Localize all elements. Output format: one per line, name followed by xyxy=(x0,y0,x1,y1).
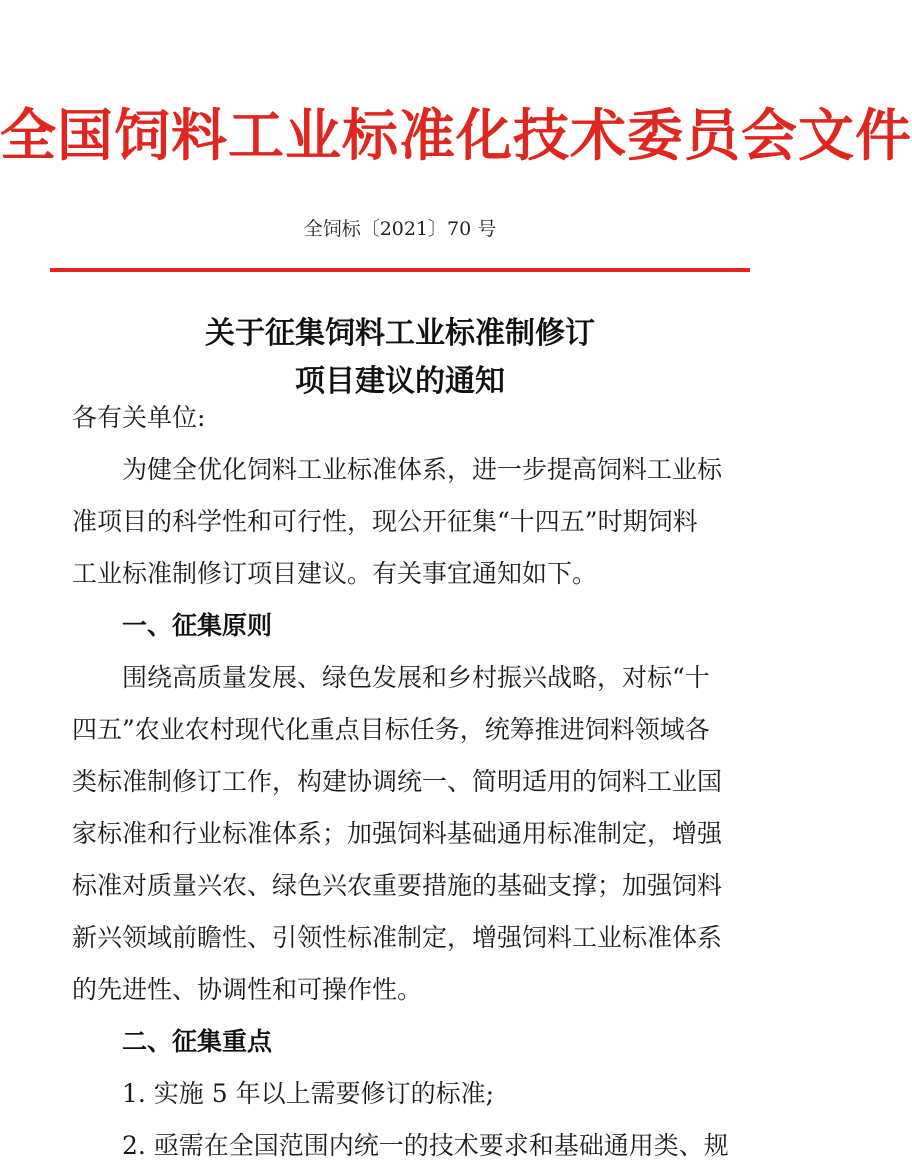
section-2-item: 1. 实施 5 年以上需要修订的标准; xyxy=(122,1079,495,1108)
notice-title-line-2: 项目建议的通知 xyxy=(295,364,505,399)
intro-line: 为健全优化饲料工业标准体系，进一步提高饲料工业标 xyxy=(122,455,723,484)
section-1-line: 新兴领域前瞻性、引领性标准制定，增强饲料工业标准体系 xyxy=(72,923,723,952)
masthead-title: 全国饲料工业标准化技术委员会文件 xyxy=(0,103,912,169)
section-1-line: 围绕高质量发展、绿色发展和乡村振兴战略，对标“十 xyxy=(122,663,710,692)
red-divider-line xyxy=(50,268,750,272)
notice-title-line-1: 关于征集饲料工业标准制修订 xyxy=(205,316,595,351)
section-1-line: 家标准和行业标准体系；加强饲料基础通用标准制定，增强 xyxy=(72,819,723,848)
section-1-line: 的先进性、协调性和可操作性。 xyxy=(72,975,423,1004)
section-1-line: 四五”农业农村现代化重点目标任务，统筹推进饲料领域各 xyxy=(72,715,710,744)
section-2-heading: 二、征集重点 xyxy=(122,1027,273,1056)
section-2-item: 2. 亟需在全国范围内统一的技术要求和基础通用类、规 xyxy=(122,1131,729,1160)
intro-line: 准项目的科学性和可行性，现公开征集“十四五”时期饲料 xyxy=(72,507,698,536)
intro-line: 工业标准制修订项目建议。有关事宜通知如下。 xyxy=(72,559,598,588)
document-number: 全饲标〔2021〕70 号 xyxy=(303,218,497,240)
section-1-line: 类标准制修订工作，构建协调统一、简明适用的饲料工业国 xyxy=(72,767,723,796)
salutation: 各有关单位: xyxy=(72,403,206,432)
section-1-heading: 一、征集原则 xyxy=(122,611,273,640)
section-1-line: 标准对质量兴农、绿色兴农重要措施的基础支撑；加强饲料 xyxy=(72,871,723,900)
